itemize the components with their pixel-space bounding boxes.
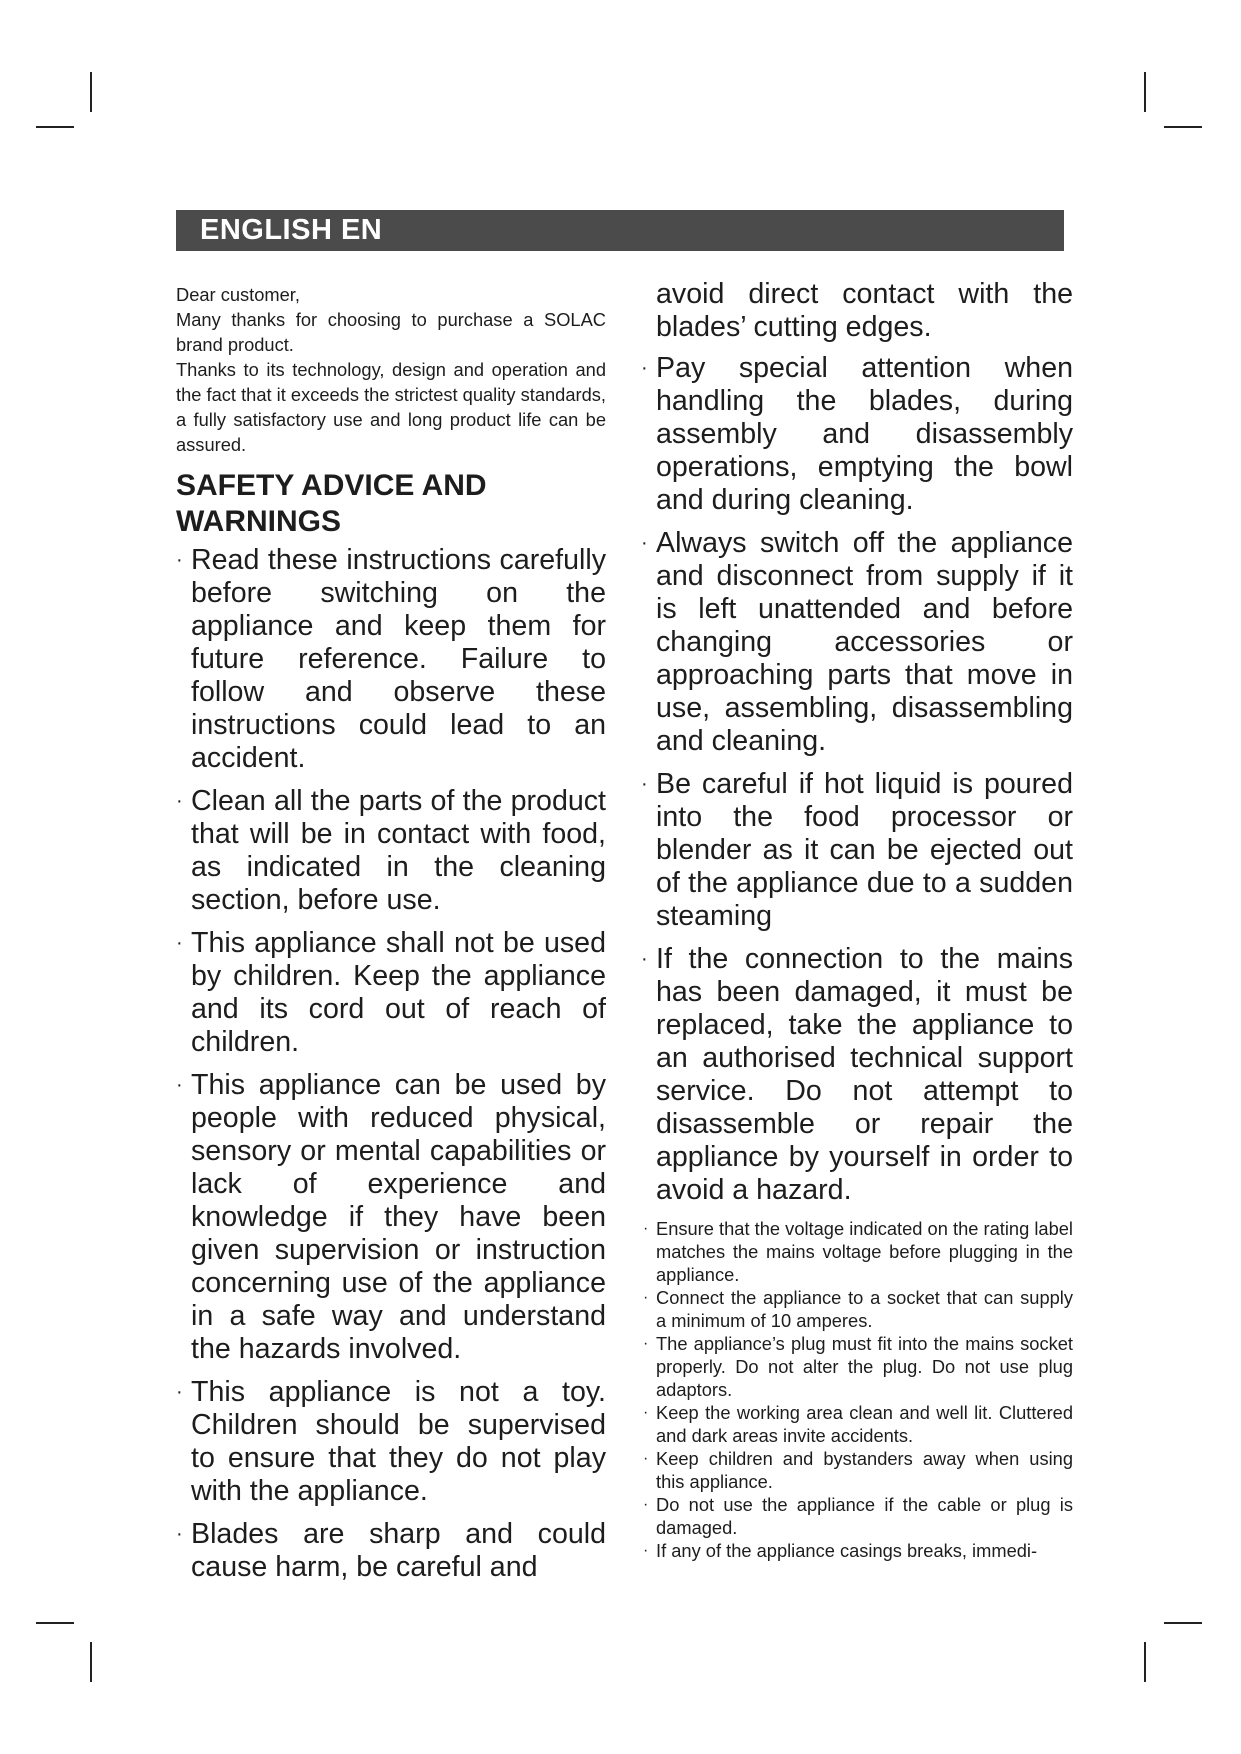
safety-list-right bbox=[641, 352, 1073, 1207]
crop-mark-bottom-right-horizontal bbox=[1164, 1622, 1202, 1624]
list-item: · Read these instructions carefully before switching on the appliance and keep them for future reference. Failure to follow and observe these instructions could lead to an accident. bbox=[176, 544, 606, 774]
intro-greeting: Dear customer, bbox=[176, 284, 300, 305]
safety-list-left bbox=[176, 544, 606, 1584]
bullet-icon: · bbox=[641, 532, 648, 554]
bullet-icon: · bbox=[641, 773, 648, 795]
bullet-icon: · bbox=[176, 790, 183, 812]
crop-mark-top-left-vertical bbox=[90, 72, 92, 112]
list-item: · This appliance is not a toy. Children should be supervised to ensure that they do not play with the appliance. bbox=[176, 1376, 606, 1507]
crop-mark-top-left-horizontal bbox=[36, 126, 74, 128]
list-item: · Blades are sharp and could cause harm, be careful and bbox=[176, 1518, 606, 1583]
crop-mark-bottom-right-vertical bbox=[1144, 1642, 1146, 1682]
bullet-icon: · bbox=[643, 1542, 649, 1559]
list-item: · The appliance’s plug must fit into the mains socket properly. Do not alter the plug. Do not use plug adaptors. bbox=[643, 1333, 1073, 1400]
list-item: · If the connection to the mains has been damaged, it must be replaced, take the appliance to an authorised technical support service. Do not attempt to disassemble or repair the appliance by yourself in order to avoid a hazard. bbox=[641, 943, 1073, 1206]
bullet-icon: · bbox=[176, 1074, 183, 1096]
bullet-icon: · bbox=[176, 549, 183, 571]
bullet-icon: · bbox=[641, 948, 648, 970]
safety-list-small bbox=[641, 1217, 1073, 1562]
crop-mark-top-right-horizontal bbox=[1164, 126, 1202, 128]
continued-text: avoid direct contact with the blades’ cutting edges. bbox=[656, 278, 1073, 343]
intro-thanks: Many thanks for choosing to purchase a SOLAC brand product. bbox=[176, 309, 606, 355]
bullet-icon: · bbox=[176, 932, 183, 954]
bullet-icon: · bbox=[643, 1450, 649, 1467]
crop-mark-bottom-left-horizontal bbox=[36, 1622, 74, 1624]
list-item: · This appliance can be used by people with reduced physical, sensory or mental capabilities or lack of experience and knowledge if they have been given supervision or instruction concerning use of the appliance in a safe way and understand the hazards involved. bbox=[176, 1069, 606, 1365]
language-header-bar: ENGLISH EN bbox=[176, 210, 1064, 251]
list-item: · Clean all the parts of the product that will be in contact with food, as indicated in the cleaning section, before use. bbox=[176, 785, 606, 916]
list-item: · Do not use the appliance if the cable or plug is damaged. bbox=[643, 1494, 1073, 1538]
list-item: · Pay special attention when handling the blades, during assembly and disassembly operations, emptying the bowl and during cleaning. bbox=[641, 352, 1073, 516]
bullet-icon: · bbox=[176, 1381, 183, 1403]
right-column bbox=[641, 278, 1073, 1562]
bullet-icon: · bbox=[643, 1496, 649, 1513]
intro-body: Thanks to its technology, design and operation and the fact that it exceeds the strictest quality standards, a fully satisfactory use and long product life can be assured. bbox=[176, 359, 606, 455]
bullet-icon: · bbox=[641, 357, 648, 379]
list-item: · If any of the appliance casings breaks, immedi- bbox=[643, 1540, 1038, 1561]
intro-text bbox=[176, 282, 606, 457]
list-item: · Connect the appliance to a socket that can supply a minimum of 10 amperes. bbox=[643, 1287, 1073, 1331]
list-item: · Be careful if hot liquid is poured into the food processor or blender as it can be ejected out of the appliance due to a sudden steaming bbox=[641, 768, 1073, 932]
list-item: · Ensure that the voltage indicated on the rating label matches the mains voltage before plugging in the appliance. bbox=[643, 1218, 1073, 1285]
bullet-icon: · bbox=[643, 1404, 649, 1421]
list-item: · Always switch off the appliance and disconnect from supply if it is left unattended and before changing accessories or approaching parts that move in use, assembling, disassembling and cleaning. bbox=[641, 527, 1073, 757]
bullet-icon: · bbox=[643, 1335, 649, 1352]
left-column bbox=[176, 282, 606, 1594]
crop-mark-top-right-vertical bbox=[1144, 72, 1146, 112]
list-item: · This appliance shall not be used by children. Keep the appliance and its cord out of reach of children. bbox=[176, 927, 606, 1058]
list-item: · Keep children and bystanders away when using this appliance. bbox=[643, 1448, 1073, 1492]
bullet-icon: · bbox=[643, 1289, 649, 1306]
bullet-icon: · bbox=[176, 1523, 183, 1545]
bullet-icon: · bbox=[643, 1220, 649, 1237]
list-item: · Keep the working area clean and well lit. Cluttered and dark areas invite accidents. bbox=[643, 1402, 1073, 1446]
section-title: SAFETY ADVICE AND WARNINGS bbox=[176, 469, 487, 538]
crop-mark-bottom-left-vertical bbox=[90, 1642, 92, 1682]
